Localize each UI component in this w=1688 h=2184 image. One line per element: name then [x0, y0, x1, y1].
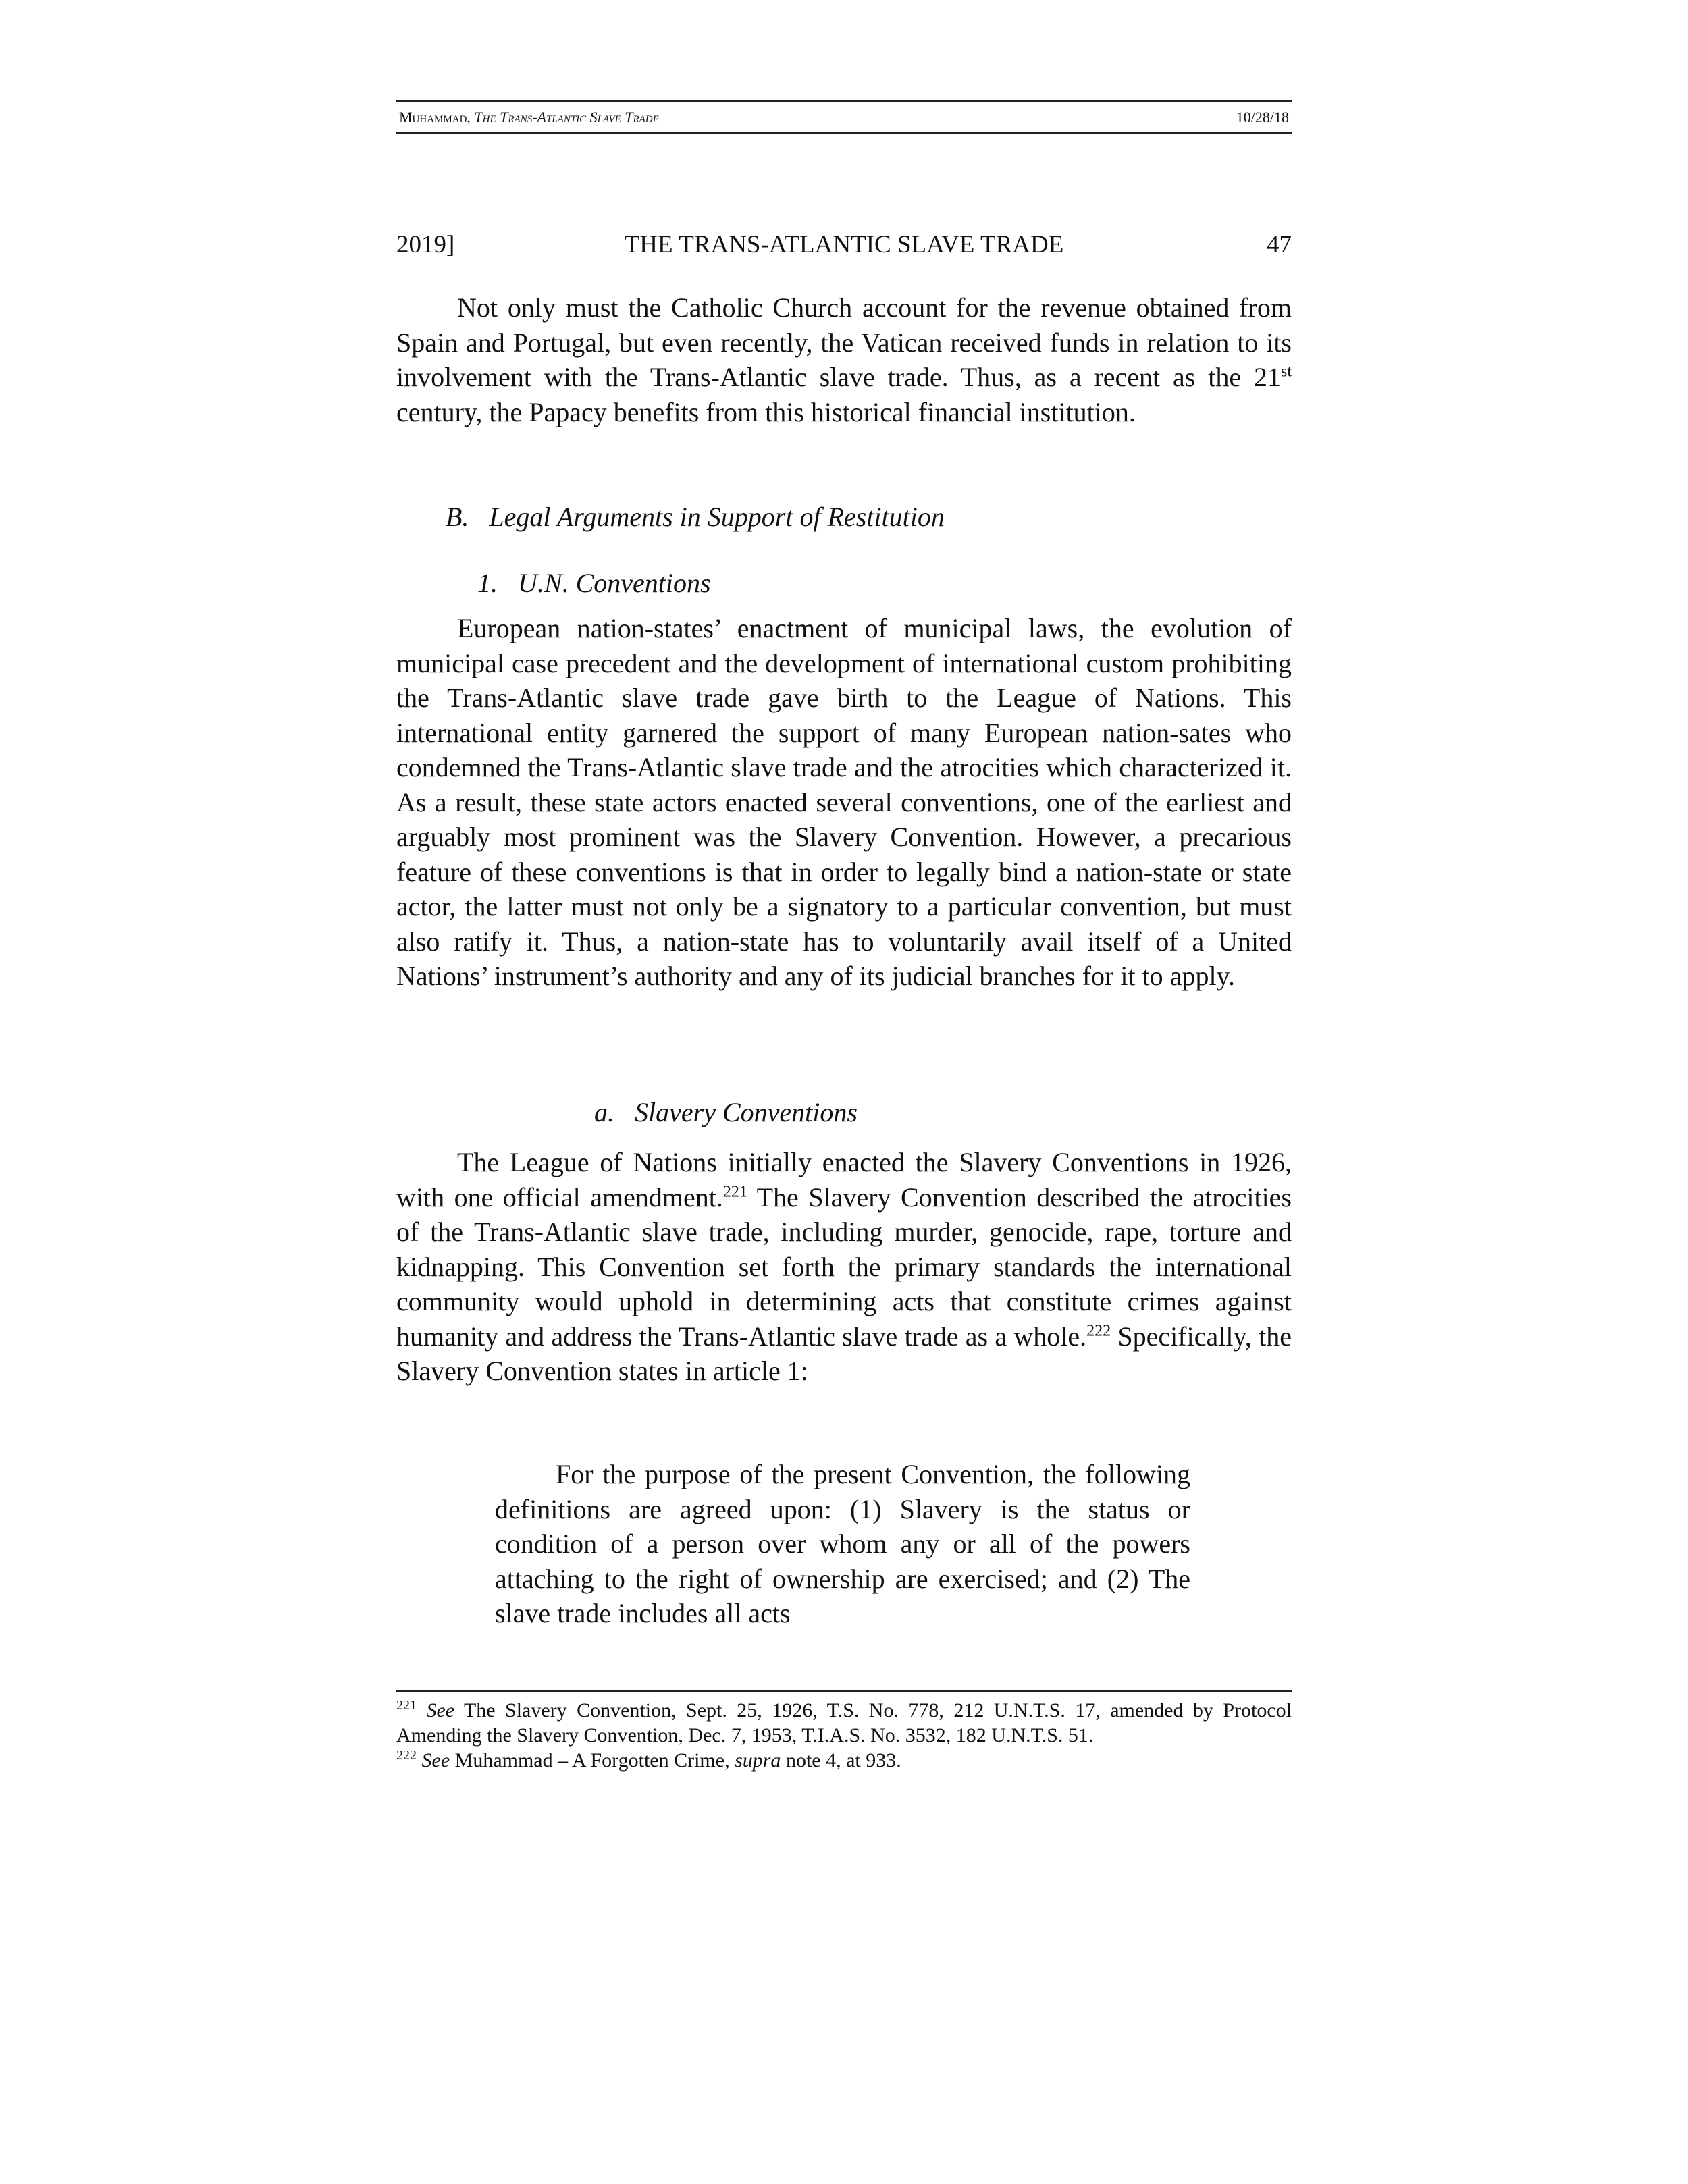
body-paragraph-2 — [396, 611, 1292, 994]
draft-date: 10/28/18 — [1236, 109, 1289, 126]
article-short-title: The Trans-Atlantic Slave Trade — [474, 109, 659, 126]
paragraph-text: Specifically, the Slavery Convention states in article 1: — [396, 1321, 1292, 1386]
subsection-heading-1: 1. U.N. Conventions — [477, 568, 711, 598]
paragraph-text: European nation-states’ enactment of municipal laws, the evolution of municipal case precedent and the development of international custom prohibiting the Trans-Atlantic slave trade gave birth to the League of Nations. This international entity garnered the support of many European nation-sates who condemned the Trans-Atlantic slave trade and the atrocities which characterized it. As a result, these state actors enacted several conventions, one of the earliest and arguably most prominent was the Slavery Convention. However, a precarious feature of these conventions is that in order to legally bind a nation-state or state actor, the latter must not only be a signatory to a particular convention, but must also ratify it. Thus, a nation-state has to voluntarily avail itself of a United Nations’ instrument’s authority and any of its judicial branches for it to apply. — [396, 613, 1292, 991]
footnotes — [396, 1698, 1292, 1773]
running-head-year: 2019] — [396, 231, 455, 259]
block-quote: For the purpose of the present Convention, the following definitions are agreed upon: (1) Slavery is the status or condition of a person over whom any or all of the powers attaching to the right of ownership are exercised; and (2) The slave trade includes all acts — [495, 1459, 1190, 1628]
footnote-comma: , — [724, 1749, 735, 1772]
footnote-222 — [396, 1748, 1292, 1773]
footnote-text: note 4, at 933. — [781, 1749, 901, 1772]
paragraph-text: The Slavery Convention described the atrocities of the Trans-Atlantic slave trade, including murder, genocide, rape, torture and kidnapping. This Convention set forth the primary standards the international community would uphold in determining acts that constitute crimes against humanity and address the Trans-Atlantic slave trade as a whole. — [396, 1181, 1292, 1352]
citation-signal: See — [421, 1749, 450, 1772]
footnote-221 — [396, 1698, 1292, 1748]
footnote-text: Muhammad – A Forgotten Crime — [450, 1749, 725, 1772]
citation-supra: supra — [735, 1749, 781, 1772]
footnote-number: 221 — [396, 1698, 417, 1713]
running-head — [396, 225, 1292, 265]
citation-signal: See — [426, 1699, 455, 1722]
paragraph-text: Not only must the Catholic Church account for the revenue obtained from Spain and Portugal, but even recently, the Vatican received funds in relation to its involvement with the Trans-Atlantic slave trade. Thus, as a recent as the 21 — [396, 292, 1292, 392]
body-paragraph-1 — [396, 290, 1292, 429]
page-number: 47 — [1267, 231, 1292, 259]
section-heading-b: B. Legal Arguments in Support of Restitution — [446, 502, 945, 532]
paragraph-text: The League of Nations initially enacted the Slavery Conventions in 1926, with one official amendment. — [396, 1147, 1292, 1213]
footnote-ref-221[interactable]: 221 — [722, 1183, 747, 1201]
footnote-divider — [396, 1690, 1292, 1692]
ordinal-superscript: st — [1280, 363, 1292, 381]
paragraph-text: century, the Papacy benefits from this historical financial institution. — [396, 396, 1136, 427]
body-paragraph-3 — [396, 1145, 1292, 1389]
footnote-ref-222[interactable]: 222 — [1086, 1322, 1111, 1340]
author-name: Muhammad — [399, 109, 467, 126]
running-head-title: THE TRANS-ATLANTIC SLAVE TRADE — [624, 231, 1064, 259]
draft-header — [396, 100, 1292, 134]
footnote-text: The Slavery Convention, Sept. 25, 1926, T.S. No. 778, 212 U.N.T.S. 17, amended by Protocol Amending the Slavery Convention, Dec. 7, 1953, T.I.A.S. No. 3532, 182 U.N.T.S. 51. — [396, 1699, 1292, 1747]
subsection-heading-a: a. Slavery Conventions — [594, 1097, 858, 1127]
header-separator: , — [467, 109, 475, 126]
draft-header-left — [399, 102, 659, 132]
footnote-number: 222 — [396, 1748, 417, 1763]
